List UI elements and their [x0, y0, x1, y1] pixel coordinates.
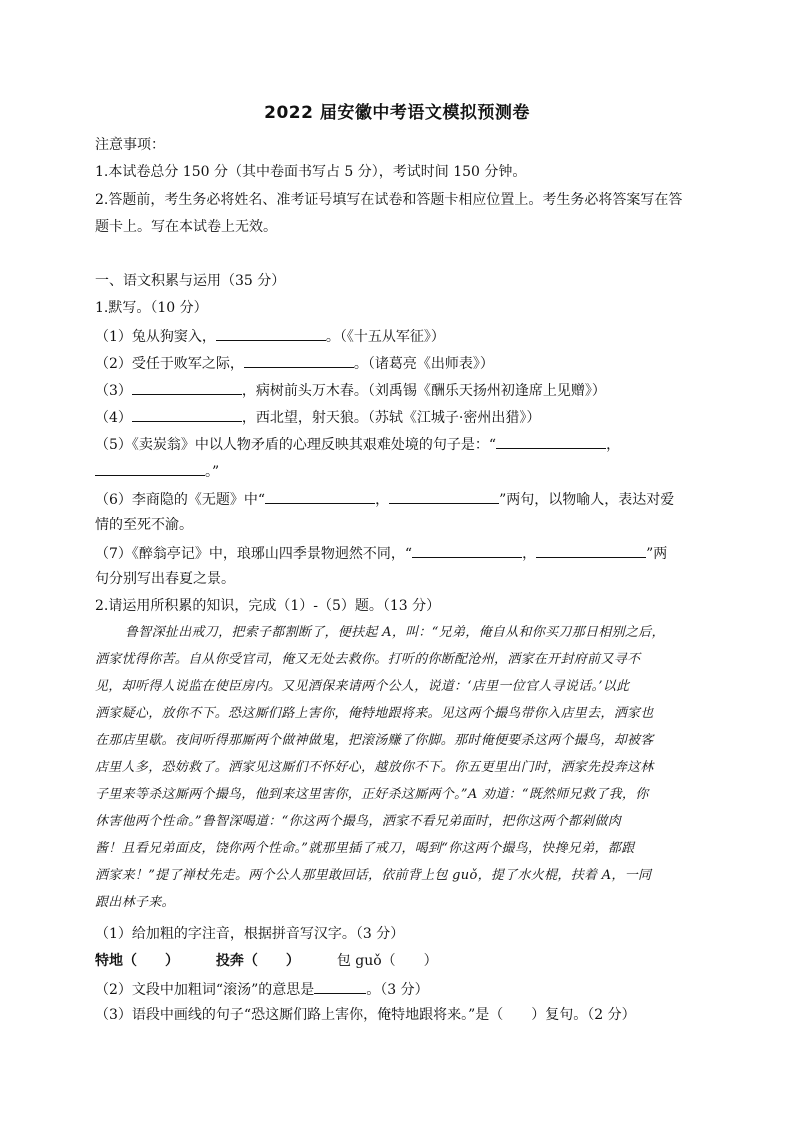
section-heading: 一、语文积累与运用（35 分）: [95, 273, 286, 289]
answer-blank[interactable]: [244, 353, 354, 368]
passage-line: 子里来等杀这厮两个撮鸟，他到来这里害你，正好杀这厮两个。”A 劝道：“既然师兄救了我，你: [95, 787, 649, 802]
q1-item-5-prefix: （5）《卖炭翁》中以人物矛盾的心理反映其艰难处境的句子是：“: [95, 437, 497, 453]
passage-line: 鲁智深扯出戒刀，把索子都割断了，便扶起 A，叫：“兄弟，俺自从和你买刀那日相别之后，: [125, 625, 665, 640]
q1-item-5-end: 。”: [205, 464, 220, 480]
pinyin-item-2[interactable]: 投奔（ ）: [215, 953, 300, 969]
page-title: 2022 届安徽中考语文模拟预测卷: [264, 103, 530, 123]
passage-line: 洒家来！”提了禅杖先走。两个公人那里敢回话，依前背上包 guǒ，提了水火棍，扶着 A，一同: [95, 868, 652, 883]
answer-blank[interactable]: [536, 543, 646, 558]
q1-item-2-suffix: 。（诸葛亮《出师表》）: [353, 356, 494, 372]
q2-sub-1-answers: [95, 952, 438, 970]
question-2-stem: 2.请运用所积累的知识，完成（1）-（5）题。（13 分）: [95, 598, 441, 614]
q1-item-1-suffix: 。（《十五从军征》）: [325, 329, 445, 345]
q1-item-7-cont: 句分别写出春夏之景。: [95, 571, 235, 587]
q1-item-7-suffix: ”两: [646, 546, 668, 562]
notice-item-1: 1.本试卷总分 150 分（其中卷面书写占 5 分），考试时间 150 分钟。: [95, 164, 527, 180]
passage-line: 店里人多，恐妨救了。洒家见这厮们不怀好心，越放你不下。你五更里出门时，洒家先投奔这林: [95, 760, 654, 775]
q1-item-6-suffix: ”两句，以物喻人，表达对爱: [499, 492, 675, 508]
notice-heading: 注意事项：: [95, 137, 165, 153]
passage-line: 洒家疑心，放你不下。恐这厮们路上害你，俺特地跟将来。见这两个撮鸟带你入店里去，洒家也: [95, 706, 654, 721]
q1-item-1-prefix: （1）兔从狗窦入，: [95, 329, 216, 345]
q1-item-7-sep: ，: [522, 546, 537, 562]
q1-item-4-suffix: ，西北望，射天狼。（苏轼《江城子·密州出猎》）: [241, 410, 541, 426]
q1-item-3: [95, 380, 606, 400]
answer-blank[interactable]: [132, 380, 242, 395]
passage-line: 见，却听得人说监在使臣房内。又见酒保来请两个公人，说道：‘店里一位官人寻说话。’以此: [95, 679, 630, 694]
q1-item-6-prefix: （6）李商隐的《无题》中“: [95, 492, 266, 508]
question-1-stem: 1.默写。（10 分）: [95, 300, 208, 316]
answer-blank[interactable]: [265, 489, 375, 504]
q1-item-5: [95, 434, 620, 454]
q1-item-4: [95, 407, 540, 427]
q1-item-5-sep: ，: [606, 437, 621, 453]
answer-blank[interactable]: [314, 979, 366, 994]
passage-line: 洒家忧得你苦。自从你受官司，俺又无处去救你。打听的你断配沧州，洒家在开封府前又寻不: [95, 652, 641, 667]
q2-sub-2: [95, 979, 429, 999]
q2-sub-2-suffix: 。（3 分）: [366, 982, 429, 998]
notice-item-2: 2.答题前，考生务必将姓名、准考证号填写在试卷和答题卡相应位置上。考生务必将答案写在答: [95, 192, 683, 208]
q1-item-6: [95, 489, 674, 509]
q1-item-4-prefix: （4）: [95, 410, 132, 426]
answer-blank[interactable]: [132, 407, 242, 422]
q1-item-6-cont: 情的至死不渝。: [95, 517, 193, 533]
q1-item-5-cont: [95, 461, 219, 481]
pinyin-item-3[interactable]: 包 guǒ（ ）: [336, 953, 438, 969]
q1-item-2: [95, 353, 494, 373]
answer-blank[interactable]: [412, 543, 522, 558]
passage-line: 休害他两个性命。”鲁智深喝道：“你这两个撮鸟，洒家不看兄弟面时，把你这两个都剁做肉: [95, 814, 622, 829]
passage-line: 在那店里歇。夜间听得那厮两个做神做鬼，把滚汤赚了你脚。那时俺便要杀这两个撮鸟，却被客: [95, 733, 654, 748]
q2-sub-3: （3）语段中画线的句子“恐这厮们路上害你，俺特地跟将来。”是（ ）复句。（2 分）: [95, 1007, 636, 1023]
answer-blank[interactable]: [496, 434, 606, 449]
answer-blank[interactable]: [95, 461, 205, 476]
answer-blank[interactable]: [216, 326, 326, 341]
q2-sub-1: （1）给加粗的字注音，根据拼音写汉字。（3 分）: [95, 926, 405, 942]
pinyin-item-1[interactable]: 特地（ ）: [95, 953, 179, 969]
q1-item-7-prefix: （7）《醉翁亭记》中，琅琊山四季景物迥然不同，“: [95, 546, 413, 562]
q2-sub-2-prefix: （2）文段中加粗词“滚汤”的意思是: [95, 982, 315, 998]
passage-line: 跟出林子来。: [95, 895, 175, 910]
q1-item-3-prefix: （3）: [95, 383, 132, 399]
q1-item-1: [95, 326, 445, 346]
passage-line: 酱！且看兄弟面皮，饶你两个性命。”就那里插了戒刀，喝到“你这两个撮鸟，快搀兄弟，都跟: [95, 841, 635, 856]
q1-item-3-suffix: ，病树前头万木春。（刘禹锡《酬乐天扬州初逢席上见赠》）: [241, 383, 606, 399]
q1-item-2-prefix: （2）受任于败军之际，: [95, 356, 244, 372]
q1-item-6-sep: ，: [375, 492, 390, 508]
q1-item-7: [95, 543, 667, 563]
notice-item-2-cont: 题卡上。写在本试卷上无效。: [95, 219, 277, 235]
answer-blank[interactable]: [389, 489, 499, 504]
